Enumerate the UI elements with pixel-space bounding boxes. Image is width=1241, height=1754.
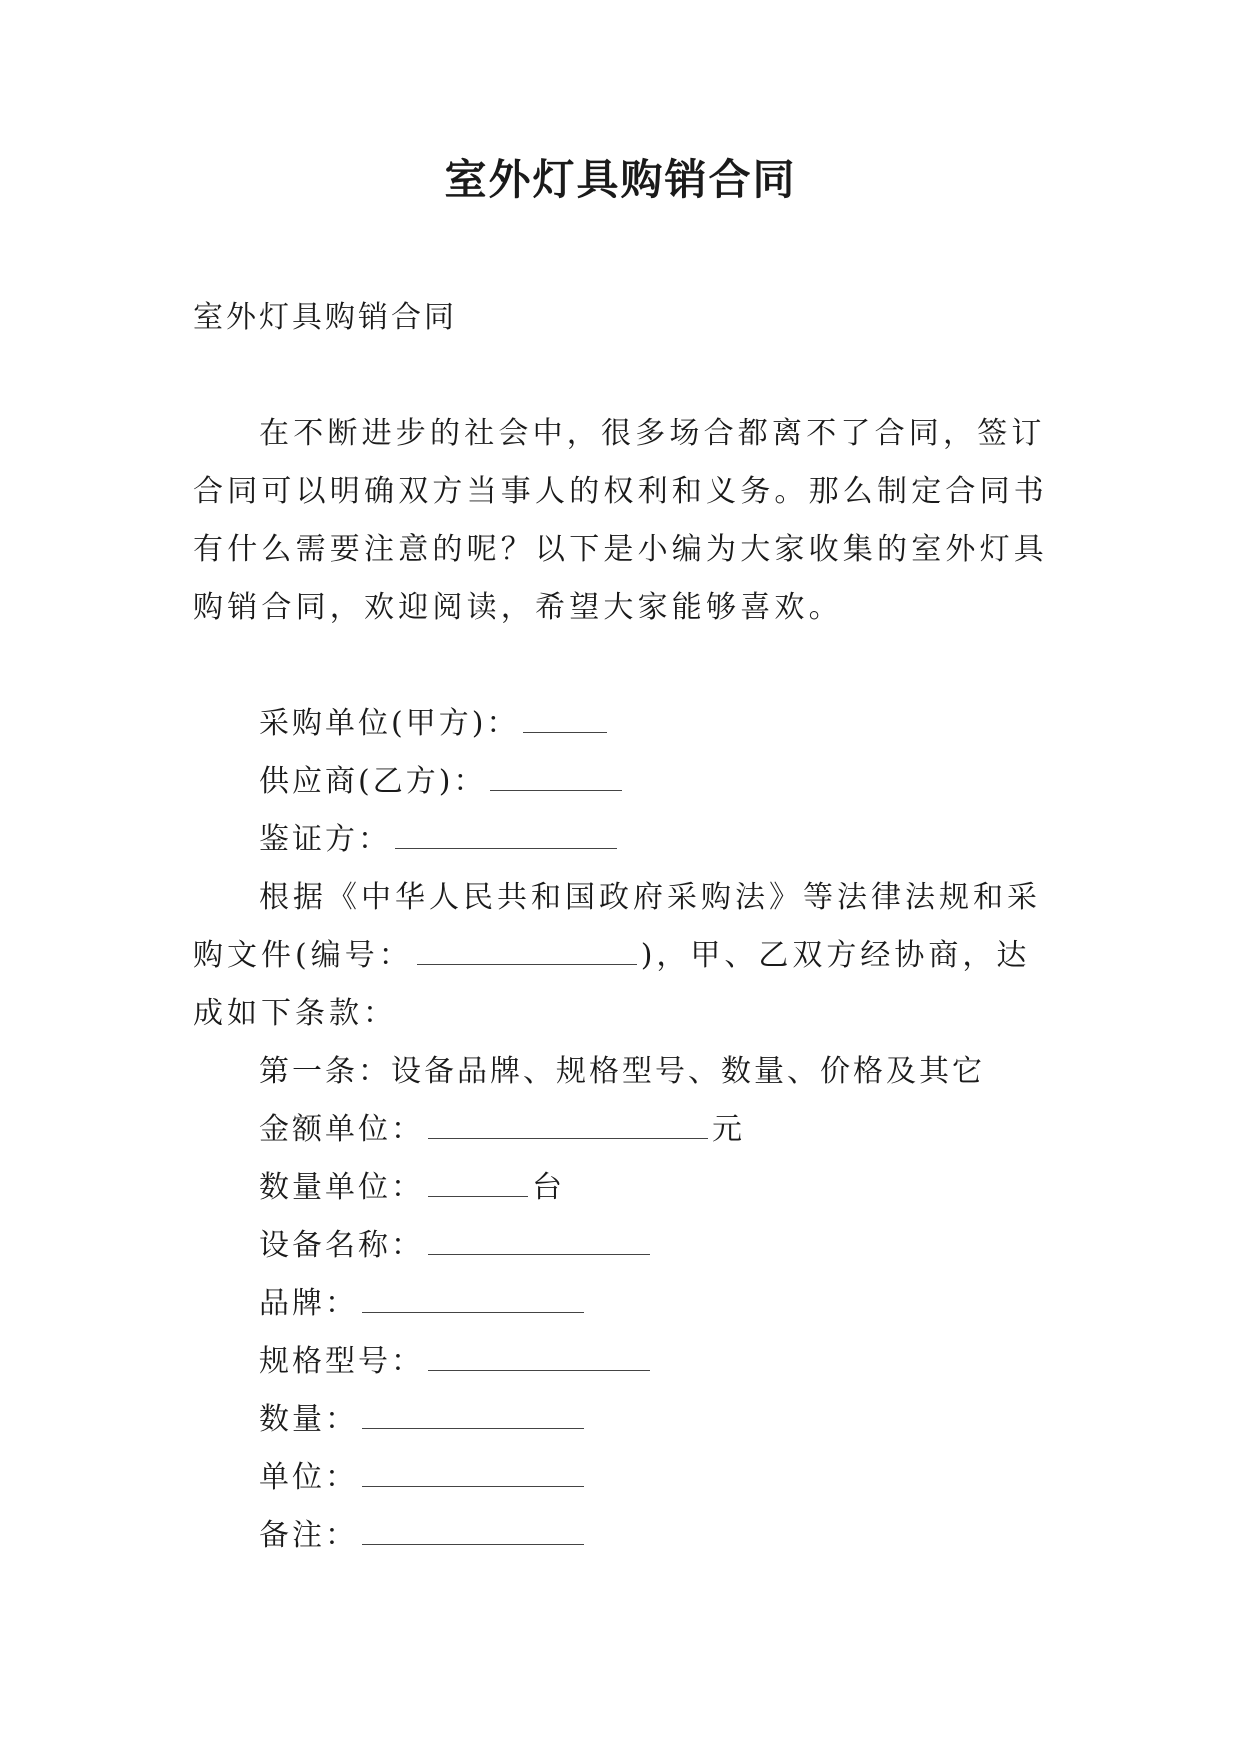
quantity-unit-blank[interactable] — [428, 1170, 528, 1197]
equipment-name-blank[interactable] — [428, 1228, 650, 1255]
brand-field — [193, 1275, 1063, 1333]
quantity-blank[interactable] — [362, 1402, 584, 1429]
witness-label: 鉴证方： — [259, 822, 391, 857]
remarks-blank[interactable] — [362, 1518, 584, 1545]
supplier-field — [193, 753, 1063, 811]
supplier-blank[interactable] — [490, 764, 622, 791]
document-title: 室外灯具购销合同 — [444, 155, 797, 204]
witness-field — [193, 811, 1063, 869]
unit-blank[interactable] — [362, 1460, 584, 1487]
quantity-field — [193, 1391, 1063, 1449]
witness-blank[interactable] — [395, 822, 617, 849]
model-field — [193, 1333, 1063, 1391]
document-subtitle: 室外灯具购销合同 — [193, 300, 457, 335]
amount-unit-label: 金额单位： — [259, 1112, 424, 1147]
article-1-heading: 第一条：设备品牌、规格型号、数量、价格及其它 — [259, 1054, 985, 1089]
amount-unit-suffix: 元 — [712, 1112, 745, 1147]
basis-text-after: )，甲、乙双方经协商，达成如下条款： — [193, 938, 1031, 1031]
model-label: 规格型号： — [259, 1344, 424, 1379]
buyer-field — [193, 695, 1063, 753]
equipment-name-label: 设备名称： — [259, 1228, 424, 1263]
document-number-blank[interactable] — [417, 938, 637, 965]
quantity-unit-field — [193, 1159, 1063, 1217]
unit-label: 单位： — [259, 1460, 358, 1495]
brand-blank[interactable] — [362, 1286, 584, 1313]
amount-unit-blank[interactable] — [428, 1112, 708, 1139]
basis-paragraph — [193, 869, 1063, 1043]
quantity-label: 数量： — [259, 1402, 358, 1437]
supplier-label: 供应商(乙方)： — [259, 764, 487, 799]
equipment-name-field — [193, 1217, 1063, 1275]
amount-unit-field — [193, 1101, 1063, 1159]
buyer-blank[interactable] — [523, 706, 607, 733]
buyer-label: 采购单位(甲方)： — [259, 706, 520, 741]
remarks-field — [193, 1507, 1063, 1565]
unit-field — [193, 1449, 1063, 1507]
document-body — [193, 289, 1063, 1565]
brand-label: 品牌： — [259, 1286, 358, 1321]
quantity-unit-suffix: 台 — [532, 1170, 565, 1205]
remarks-label: 备注： — [259, 1518, 358, 1553]
intro-paragraph: 在不断进步的社会中，很多场合都离不了合同，签订合同可以明确双方当事人的权利和义务。那么制定合同书有什么需要注意的呢？以下是小编为大家收集的室外灯具购销合同，欢迎阅读，希望大家能够喜欢。 — [193, 416, 1048, 625]
model-blank[interactable] — [428, 1344, 650, 1371]
quantity-unit-label: 数量单位： — [259, 1170, 424, 1205]
basis-text-before: 根据《中华人民共和国政府采购法》等法律法规和采购文件(编号： — [193, 880, 1041, 973]
